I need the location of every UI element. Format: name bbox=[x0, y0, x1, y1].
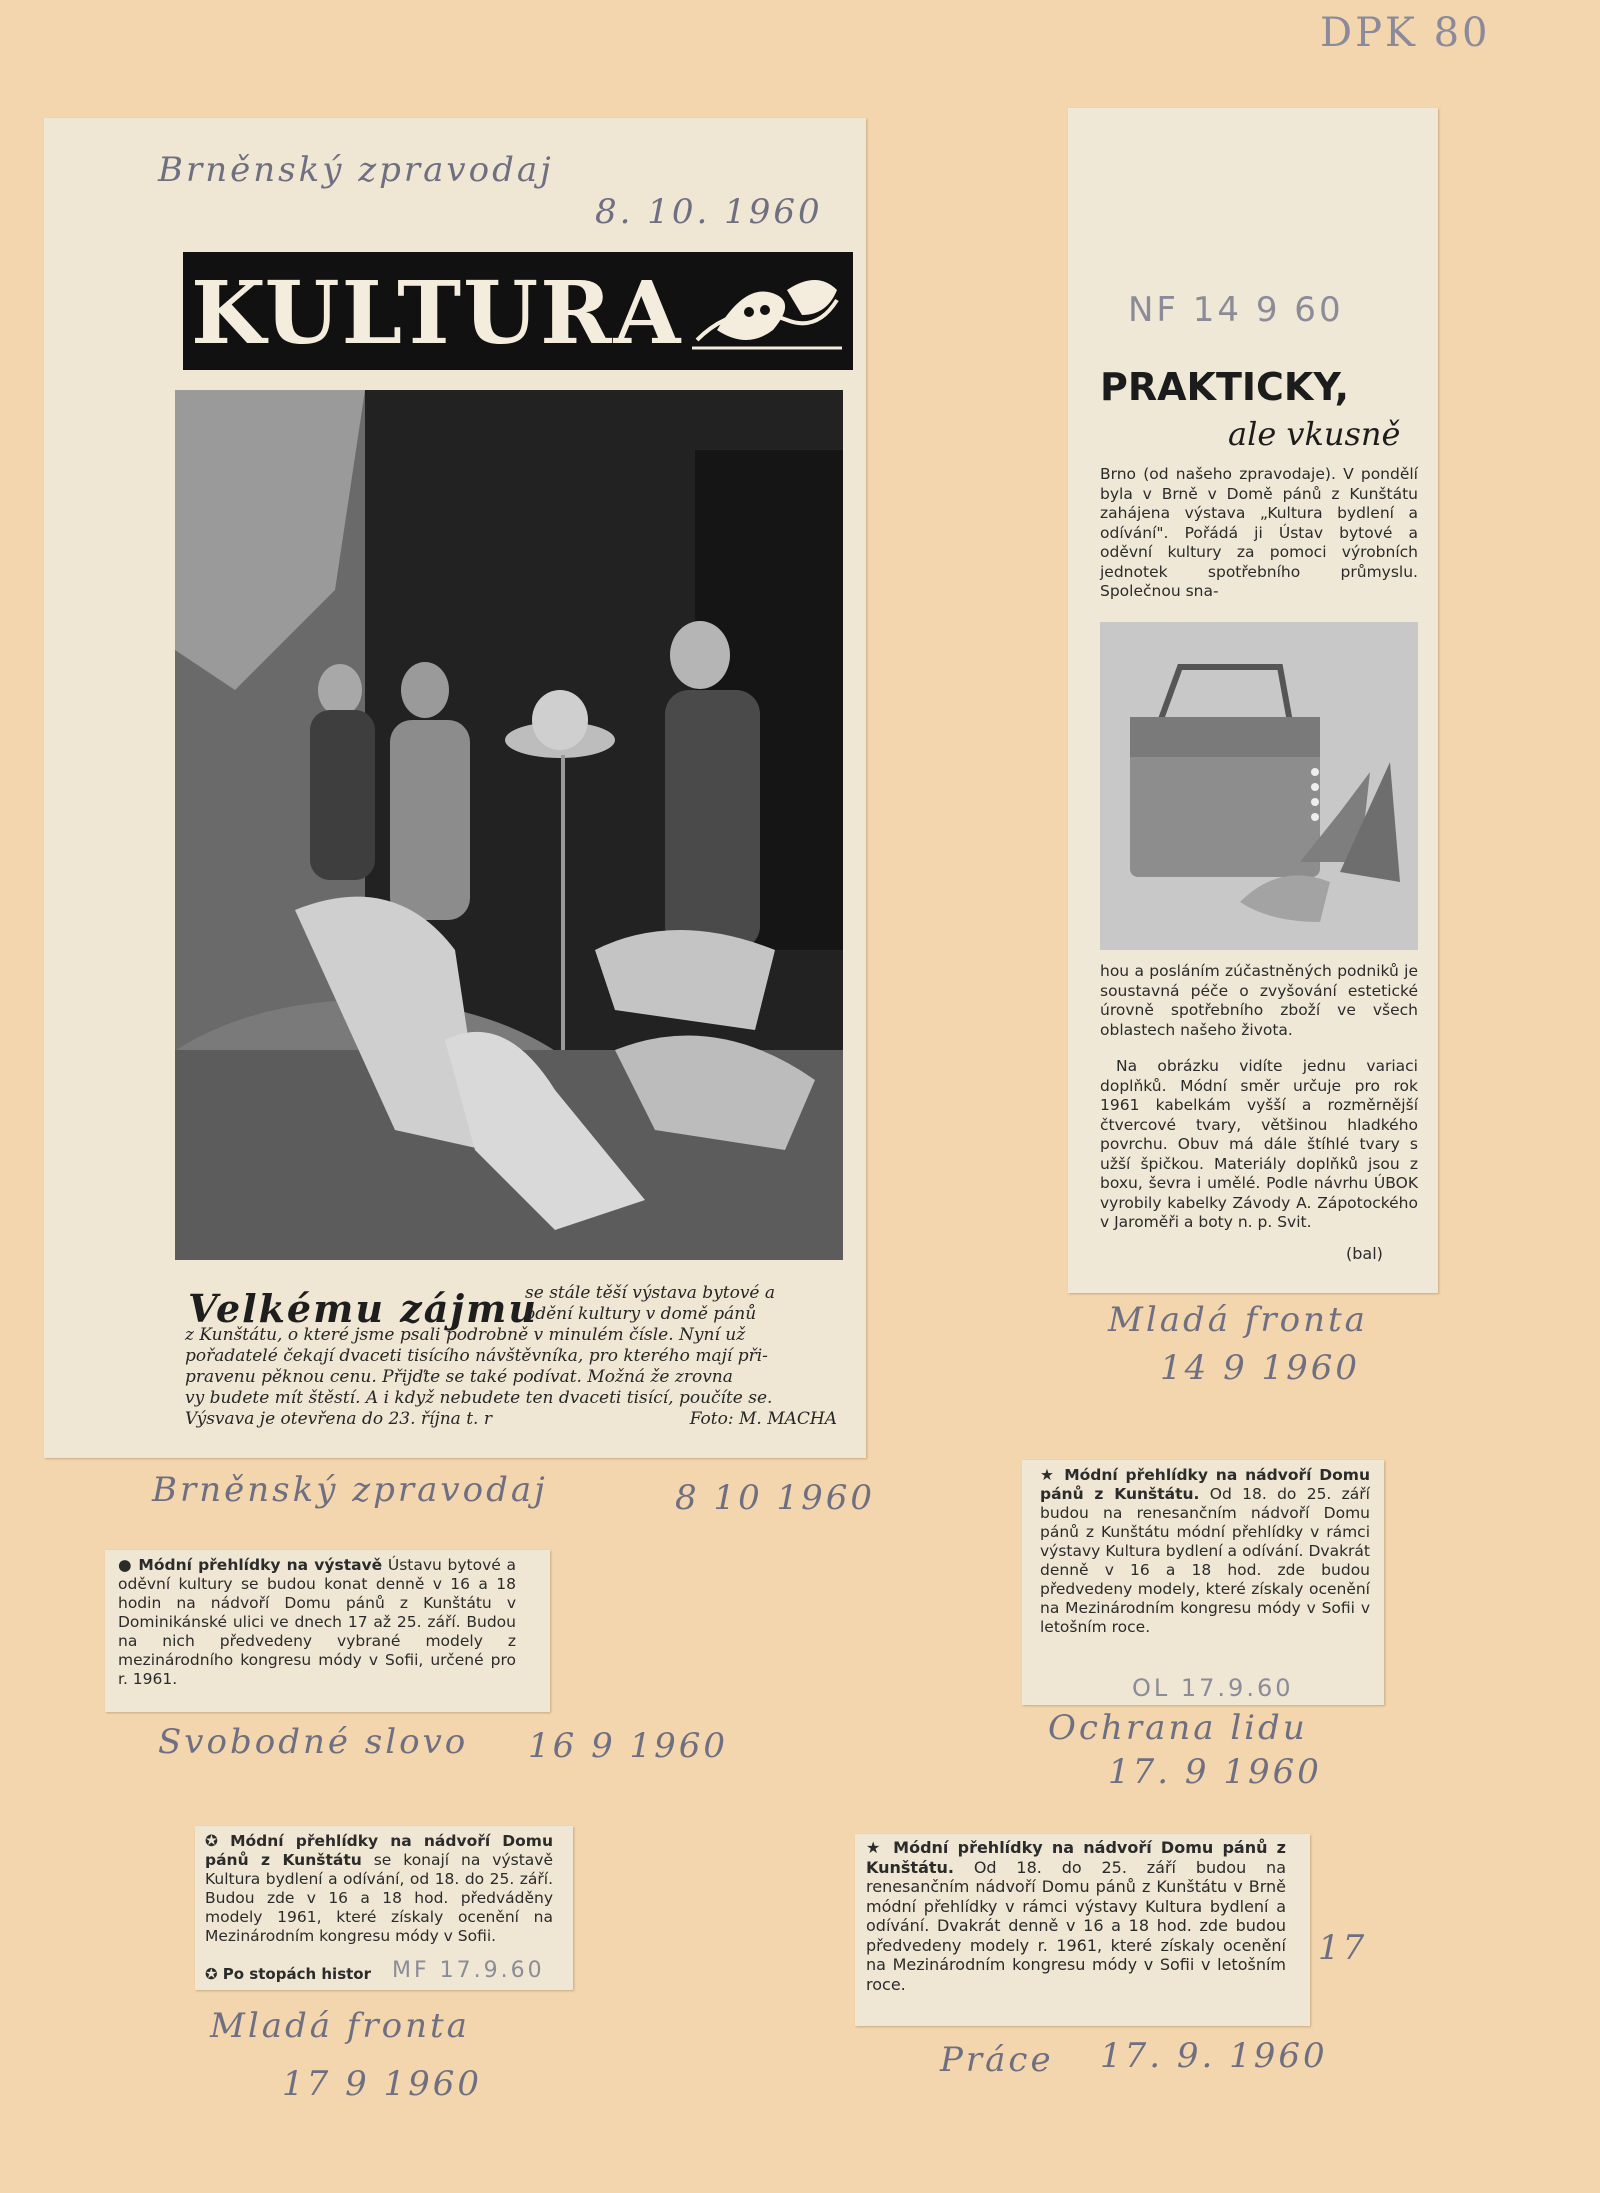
caption-line: odění kultury v domě pánů bbox=[525, 1304, 757, 1324]
handwritten-date-ol: 17. 9 1960 bbox=[1108, 1752, 1322, 1792]
article-text: Ústavu bytové a oděvní kultury se budou konat denně v 16 a 18 hodin na nádvoří Domu pánů z Kunštátu v Dominikánské ulici ve dnech 17 až 25. září. Budou na nich předvedeny vybrané modely z mezinárodního kongresu módy v Sofii, určené pro r. 1961. bbox=[118, 1556, 516, 1688]
caption-line: pravenu pěknou cenu. Přijďte se také podívat. Možná že zrovna bbox=[185, 1367, 733, 1387]
handwritten-date-prace: 17. 9. 1960 bbox=[1100, 2036, 1328, 2076]
article-subtitle: ale vkusně bbox=[1228, 415, 1401, 453]
masks-illustration bbox=[677, 260, 847, 360]
handwritten-date-top: 8. 10. 1960 bbox=[595, 192, 823, 232]
stamp-mf: MF 17.9.60 bbox=[392, 1958, 545, 1983]
article-signature: (bal) bbox=[1346, 1244, 1383, 1263]
article-body bbox=[205, 1832, 553, 1946]
handwritten-date-mf2: 17 9 1960 bbox=[282, 2064, 483, 2104]
handwritten-source-top: Brněnský zpravodaj bbox=[158, 150, 554, 190]
banner-title: KULTURA bbox=[191, 263, 683, 364]
article-lead: ● Módní přehlídky na výstavě bbox=[118, 1556, 383, 1574]
article-body bbox=[1040, 1466, 1370, 1637]
archive-code: DPK 80 bbox=[1320, 10, 1491, 56]
handwritten-source-prace: Práce bbox=[940, 2040, 1054, 2080]
kultura-banner bbox=[183, 252, 853, 370]
article-paragraph: Brno (od našeho zpravodaje). V pondělí byla v Brně v Domě pánů z Kunštátu zahájena výstava „Kultura bydlení a odívání". Pořádá ji Ústav bytové a oděvní kultury za pomoci výrobních jednotek spotřebního průmyslu. Společnou sna- bbox=[1100, 465, 1418, 600]
handwritten-source-ol: Ochrana lidu bbox=[1048, 1708, 1308, 1748]
caption-line: se stále těší výstava bytové a bbox=[525, 1283, 776, 1303]
article-lead: ★ Módní přehlídky na nádvoří Domu pánů z Kunštátu. bbox=[1040, 1466, 1370, 1503]
caption-line: Výsvava je otevřena do 23. října t. r bbox=[185, 1409, 492, 1429]
article-lead: ★ Módní přehlídky na nádvoří Domu pánů z Kunštátu. bbox=[866, 1838, 1286, 1877]
article-text: Od 18. do 25. září budou na renesančním nádvoří Domu pánů z Kunštátu módní přehlídky v rámci výstavy Kultura bydlení a odívání. Dvakrát denně v 16 a 18 hod. zde budou předvedeny modely, které získaly ocenění na Mezinárodním kongresu módy v Sofii v letošním roce. bbox=[1040, 1485, 1370, 1636]
handwritten-source-ss: Svobodné slovo bbox=[158, 1722, 469, 1762]
handwritten-date-main: 8 10 1960 bbox=[675, 1478, 876, 1518]
stamp-nf: NF 14 9 60 bbox=[1128, 290, 1344, 330]
caption-headline: Velkému zájmu bbox=[188, 1286, 538, 1331]
stamp-ol: OL 17.9.60 bbox=[1132, 1674, 1294, 1702]
exhibition-photo bbox=[175, 390, 843, 1260]
handwritten-date-ss: 16 9 1960 bbox=[528, 1726, 729, 1766]
article-paragraph: Na obrázku vidíte jednu variaci doplňků. Módní směr určuje pro rok 1961 kabelkám vyšší a rozměrnější čtvercové tvary, většinou hladkého povrchu. Obuv má dále štíhlé tvary s užší špičkou. Materiály doplňků jsou z boxu, ševra i umělé. Podle návrhu ÚBOK vyrobily kabelky Závody A. Zápotockého v Jaroměři a boty n. p. Svit. bbox=[1100, 1057, 1418, 1231]
article-lead: ✪ Módní přehlídky na nádvoří Domu pánů z Kunštátu bbox=[205, 1832, 553, 1869]
article-trailer: ✪ Po stopách histor bbox=[205, 1965, 371, 1983]
article-body bbox=[118, 1556, 516, 1689]
handwritten-source-main: Brněnský zpravodaj bbox=[152, 1470, 548, 1510]
caption-line: vy budete mít štěstí. A i když nebudete ten dvaceti tisící, poučíte se. bbox=[185, 1388, 773, 1408]
article-text: se konají na výstavě Kultura bydlení a odívání, od 18. do 25. září. Budou zde v 16 a 18 hod. předváděny modely 1961, které získaly ocenění na Mezinárodním kongresu módy v Sofii. bbox=[205, 1851, 553, 1945]
article-body bbox=[866, 1838, 1286, 1994]
article-title: PRAKTICKY, bbox=[1100, 365, 1350, 409]
caption-line: z Kunštátu, o které jsme psali podrobně v minulém čísle. Nyní už bbox=[185, 1325, 746, 1345]
handwritten-source-mf1: Mladá fronta bbox=[1108, 1300, 1368, 1340]
caption-text bbox=[185, 1283, 845, 1430]
article-paragraph: hou a posláním zúčastněných podniků je soustavná péče o zvyšování estetické úrovně spotřebního zboží ve všech oblastech našeho života. bbox=[1100, 962, 1418, 1039]
photo-credit: Foto: M. MACHA bbox=[689, 1409, 837, 1429]
handwritten-date-mf1: 14 9 1960 bbox=[1160, 1348, 1361, 1388]
handbag-drawing bbox=[1100, 622, 1418, 950]
handbag-shoes-photo bbox=[1100, 622, 1418, 950]
article-text: Od 18. do 25. září budou na renesančním nádvoří Domu pánů z Kunštátu v Brně módní přehlídky v rámci výstavy Kultura bydlení a odívání. Dvakrát denně v 16 a 18 hod. zde budou předvedeny modely r. 1961, které získaly ocenění na Mezinárodním kongresu módy v Sofii v letošním roce. bbox=[866, 1857, 1286, 1994]
side-note: 17 bbox=[1318, 1928, 1368, 1968]
caption-line: pořadatelé čekají dvaceti tisícího návštěvníka, pro kterého mají při- bbox=[185, 1346, 768, 1366]
exhibition-scene-drawing bbox=[175, 390, 843, 1260]
handwritten-source-mf2: Mladá fronta bbox=[210, 2006, 470, 2046]
